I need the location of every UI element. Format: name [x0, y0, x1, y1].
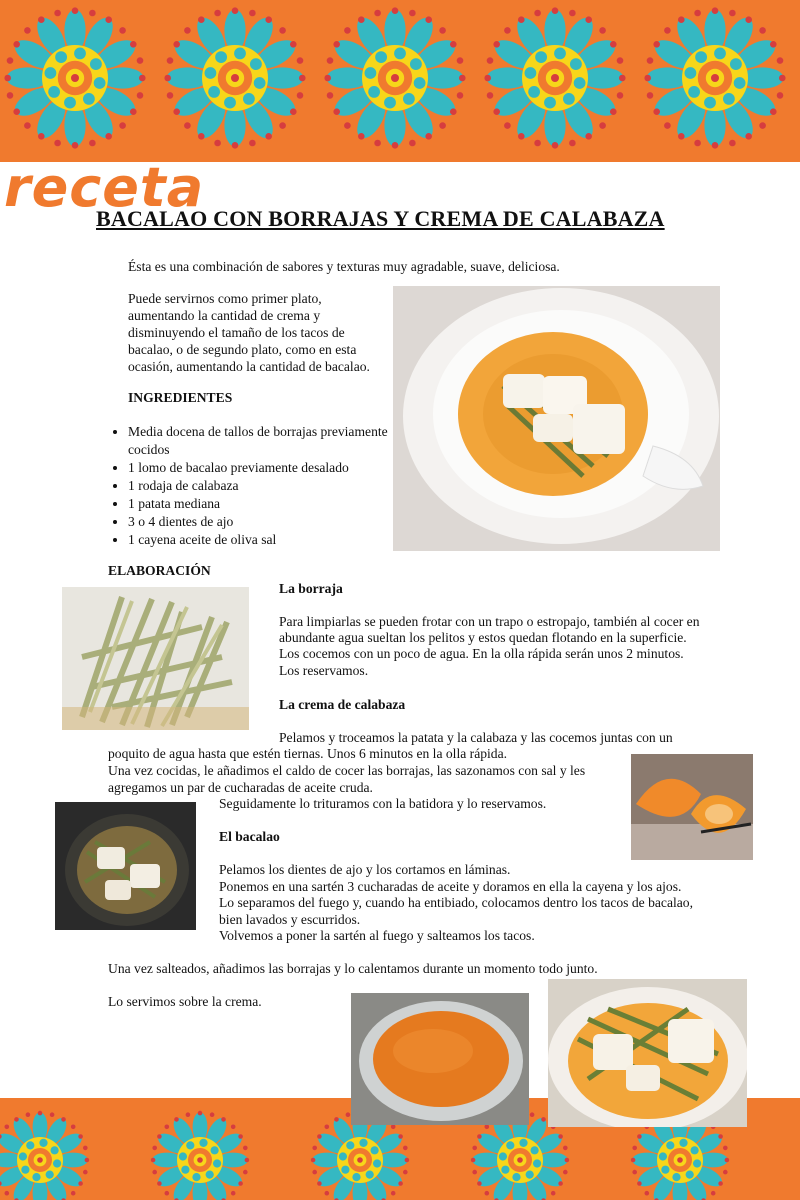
borraja-line: abundante agua sueltan los pelitos y estos quedan flotando en la superficie. [279, 630, 687, 645]
crema-line: Una vez cocidas, le añadimos el caldo de cocer las borrajas, las sazonamos con sal y les [108, 763, 586, 778]
borrajas-cocidas-photo [62, 587, 249, 730]
calabaza-photo [631, 754, 753, 860]
ingredients-heading: INGREDIENTES [128, 390, 233, 405]
ingredients-list [106, 423, 393, 549]
borraja-line: Los cocemos con un poco de agua. En la olla rápida serán unos 2 minutos. [279, 646, 684, 661]
intro-line: disminuyendo el tamaño de los tacos de [128, 325, 345, 340]
crema-calabaza-photo [351, 993, 529, 1125]
bacalao-heading: El bacalao [219, 829, 280, 844]
top-mandala-band [0, 0, 800, 162]
ingredient-item: • 1 lomo de bacalao previamente desalado [128, 459, 393, 477]
borraja-line: Los reservamos. [279, 663, 369, 678]
mandala-pattern [0, 0, 800, 162]
intro-line: aumentando la cantidad de crema y [128, 308, 321, 323]
elaboration-heading: ELABORACIÓN [108, 563, 211, 578]
bacalao-line: Volvemos a poner la sartén al fuego y salteamos los tacos. [219, 928, 535, 943]
crema-line: Seguidamente lo trituramos con la batidora y lo reservamos. [219, 796, 547, 811]
crema-heading: La crema de calabaza [279, 697, 406, 712]
crema-line: agregamos un par de cucharadas de aceite cruda. [108, 780, 373, 795]
sarten-bacalao-photo [55, 802, 196, 930]
receta-logo: receta [4, 156, 205, 219]
intro-line: Puede servirnos como primer plato, [128, 291, 322, 306]
crema-line: poquito de agua hasta que estén tiernas. Unos 6 minutos en la olla rápida. [108, 746, 508, 761]
borraja-line: Para limpiarlas se pueden frotar con un trapo o estropajo, también al cocer en [279, 614, 700, 629]
bacalao-line: Pelamos los dientes de ajo y los cortamos en láminas. [219, 862, 511, 877]
bacalao-line: Ponemos en una sartén 3 cucharadas de aceite y doramos en ella la cayena y los ajos. [219, 879, 682, 894]
intro-paragraph: Ésta es una combinación de sabores y texturas muy agradable, suave, deliciosa. [128, 259, 560, 274]
plato-final-photo [548, 979, 747, 1127]
ingredient-item: • 1 cayena aceite de oliva sal [128, 531, 393, 549]
ingredient-item: • 1 rodaja de calabaza [128, 477, 393, 495]
intro-line: bacalao, o de segundo plato, como en esta [128, 342, 357, 357]
ingredient-item: • 3 o 4 dientes de ajo [128, 513, 393, 531]
ingredient-item: • Media docena de tallos de borrajas previamente cocidos [128, 423, 393, 459]
bacalao-line: Lo separamos del fuego y, cuando ha entibiado, colocamos dentro los tacos de bacalao, [219, 895, 693, 910]
final-paragraph: Lo servimos sobre la crema. [108, 994, 262, 1009]
recipe-title: BACALAO CON BORRAJAS Y CREMA DE CALABAZA [96, 206, 665, 231]
intro-line: ocasión, aumentando la cantidad de bacalao. [128, 359, 370, 374]
borraja-heading: La borraja [279, 581, 343, 596]
ingredient-item: • 1 patata mediana [128, 495, 393, 513]
crema-line: Pelamos y troceamos la patata y la calabaza y las cocemos juntas con un [279, 730, 673, 745]
bacalao-line: bien lavados y escurridos. [219, 912, 361, 927]
final-paragraph: Una vez salteados, añadimos las borrajas y lo calentamos durante un momento todo junto. [108, 961, 598, 976]
plato-bacalao-borrajas-photo [393, 286, 720, 551]
